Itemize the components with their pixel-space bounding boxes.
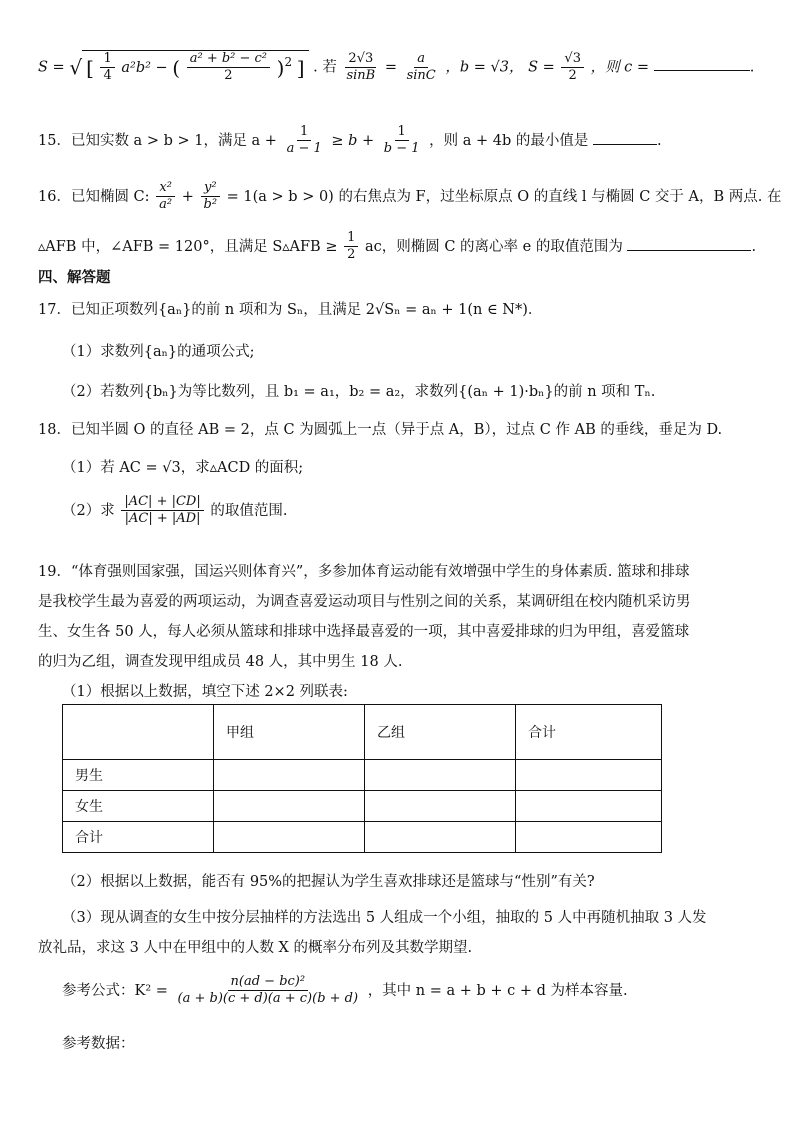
half-frac: $\frac{1}{2}$ [344,230,358,264]
q16-answer-blank[interactable] [627,236,751,251]
question-18-part-2 [62,494,756,528]
question-17-part-2: （2）若数列{bₙ}为等比数列，且 b₁ = a₁，b₂ = a₂，求数列{(aₙ + 1)·bₙ}的前 n 项和 Tₙ. [62,384,656,400]
question-19-line-3: 生、女生各 50 人，每人必须从篮球和排球中选择最喜爱的一项，其中喜爱排球的归为甲组，喜爱篮球 [38,624,690,640]
table-row [63,791,662,822]
q15-period: . [657,132,662,149]
section-heading: 四、解答题 [38,270,111,286]
table-row [63,760,662,791]
equals-sign: = [384,59,397,76]
bracket-close: ] [296,55,305,80]
contingency-table [62,704,662,853]
paren-close: ) [276,55,285,80]
q15-frac-1: $\frac{1}{a - 1}$ [286,124,322,157]
table-cell[interactable] [516,822,662,853]
q16-text-d: ac，则椭圆 C 的离心率 e 的取值范围为 [364,238,623,255]
table-header-cell: 合计 [516,705,662,760]
q14-answer-blank[interactable] [654,56,750,71]
formula-label: 参考公式：K² = [62,982,168,999]
question-17-stem: 17．已知正项数列{aₙ}的前 n 项和为 Sₙ，且满足 2√Sₙ = aₙ + 1(n ∈ N*)． [38,302,543,318]
question-19-line-1: 19．“体育强则国家强，国运兴则体育兴”，多参加体育运动能有效增强中学生的身体素质. 篮球和排球 [38,564,690,580]
q14-period: . [749,59,755,76]
chi-square-frac: $\frac{\text{n(ad − bc)²}}{(a + b)(c + d)(a + c)(b + d)}$ [177,974,359,1007]
q16-text-c: ▵AFB 中，∠AFB = 120°，且满足 S▵AFB ≥ [38,238,338,255]
q15-answer-blank[interactable] [593,130,657,145]
q15-text-a: 15．已知实数 a > b > 1，满足 a + [38,132,277,149]
sqrt-sign: √ [69,55,83,80]
table-cell[interactable] [365,791,516,822]
question-19-part-1: （1）根据以上数据，填空下述 2×2 列联表: [62,684,348,700]
question-15 [38,124,756,158]
question-19-part-3-line-1: （3）现从调查的女生中按分层抽样的方法选出 5 人组成一个小组，抽取的 5 人中再随机抽取 3 人发 [62,910,707,926]
table-cell[interactable] [516,791,662,822]
table-header-cell: 甲组 [214,705,365,760]
q15-frac-2: $\frac{1}{b - 1}$ [383,124,420,157]
quarter-frac: $\frac{1}{4}$ [100,51,114,85]
table-row-label: 男生 [63,760,214,791]
table-row-label: 合计 [63,822,214,853]
question-19-part-3-line-2: 放礼品，求这 3 人中在甲组中的人数 X 的概率分布列及其数学期望. [38,940,473,956]
ellipse-x-frac: $\frac{\text{x²}}{\text{a²}}$ [156,180,175,214]
table-cell[interactable] [214,791,365,822]
b-condition: ，b = √3， [445,59,524,76]
question-19-line-4: 的归为乙组，调查发现甲组成员 48 人，其中男生 18 人. [38,654,403,670]
q18-p2-prefix: （2）求 [62,502,115,519]
cosine-frac: $\frac{\text{a² + b² − c²}}{2}$ [187,51,270,85]
sqrt-inner-text: a²b² − [121,59,168,76]
ellipse-y-frac: $\frac{\text{y²}}{\text{b²}}$ [201,180,221,214]
table-header-cell [63,705,214,760]
formula-tail: ，其中 n = a + b + c + d 为样本容量. [367,982,628,999]
question-19-part-2: （2）根据以上数据，能否有 95%的把握认为学生喜欢排球还是篮球与“性别”有关? [62,874,595,890]
q16-text-a: 16．已知椭圆 C: [38,188,150,205]
q16-text-b: = 1(a > b > 0) 的右焦点为 F，过坐标原点 O 的直线 l 与椭圆 C 交于 A，B 两点. 在 [226,188,782,205]
reference-data-label: 参考数据： [62,1036,135,1052]
question-17-part-1: （1）求数列{aₙ}的通项公式; [62,344,255,360]
question-19-line-2: 是我校学生最为喜爱的两项运动，为调查喜爱运动项目与性别之间的关系，某调研组在校内随机采访男 [38,594,691,610]
table-cell[interactable] [214,760,365,791]
sqrt-body: [ $\frac{1}{4}$ a²b² − ( $\frac{\text{a² + b² − c²}}{2}$ )$^2$ ] [82,50,308,85]
bracket-open: [ [86,55,94,80]
question-18-part-1: （1）若 AC = √3，求▵ACD 的面积; [62,460,304,476]
question-16-line-2 [38,230,756,264]
table-header-row [63,705,662,760]
plus-sign: + [181,188,194,205]
area-lhs: S = [38,59,65,76]
reference-formula [62,974,756,1008]
sine-ratio-frac-2: $\frac{a}{\sin C}$ [406,50,436,83]
q14-formula-line [38,50,756,85]
paren-open: ( [172,55,181,80]
ratio-frac: $\frac{|AC| + |CD|}{|AC| + |AD|}$ [121,494,203,528]
table-cell[interactable] [365,760,516,791]
table-header-cell: 乙组 [365,705,516,760]
q18-p2-suffix: 的取值范围. [210,502,288,519]
condition-prefix: . 若 [313,59,337,76]
question-16-line-1 [38,180,782,214]
q16-period: . [751,238,757,255]
table-row-label: 女生 [63,791,214,822]
q15-inequality: ≥ b + [331,132,375,149]
table-row [63,822,662,853]
question-18-stem: 18．已知半圆 O 的直径 AB = 2，点 C 为圆弧上一点（异于点 A，B），过点 C 作 AB 的垂线，垂足为 D. [38,422,723,438]
q15-text-b: ，则 a + 4b 的最小值是 [429,132,589,149]
area-value-frac: $\frac{√3}{2}$ [561,51,584,85]
sine-ratio-frac-1: $\frac{2√3}{\sin B}$ [346,50,376,83]
q14-ask: ，则 c = [590,59,650,76]
table-cell[interactable] [365,822,516,853]
table-cell[interactable] [516,760,662,791]
area-condition-lhs: S = [528,59,555,76]
table-cell[interactable] [214,822,365,853]
